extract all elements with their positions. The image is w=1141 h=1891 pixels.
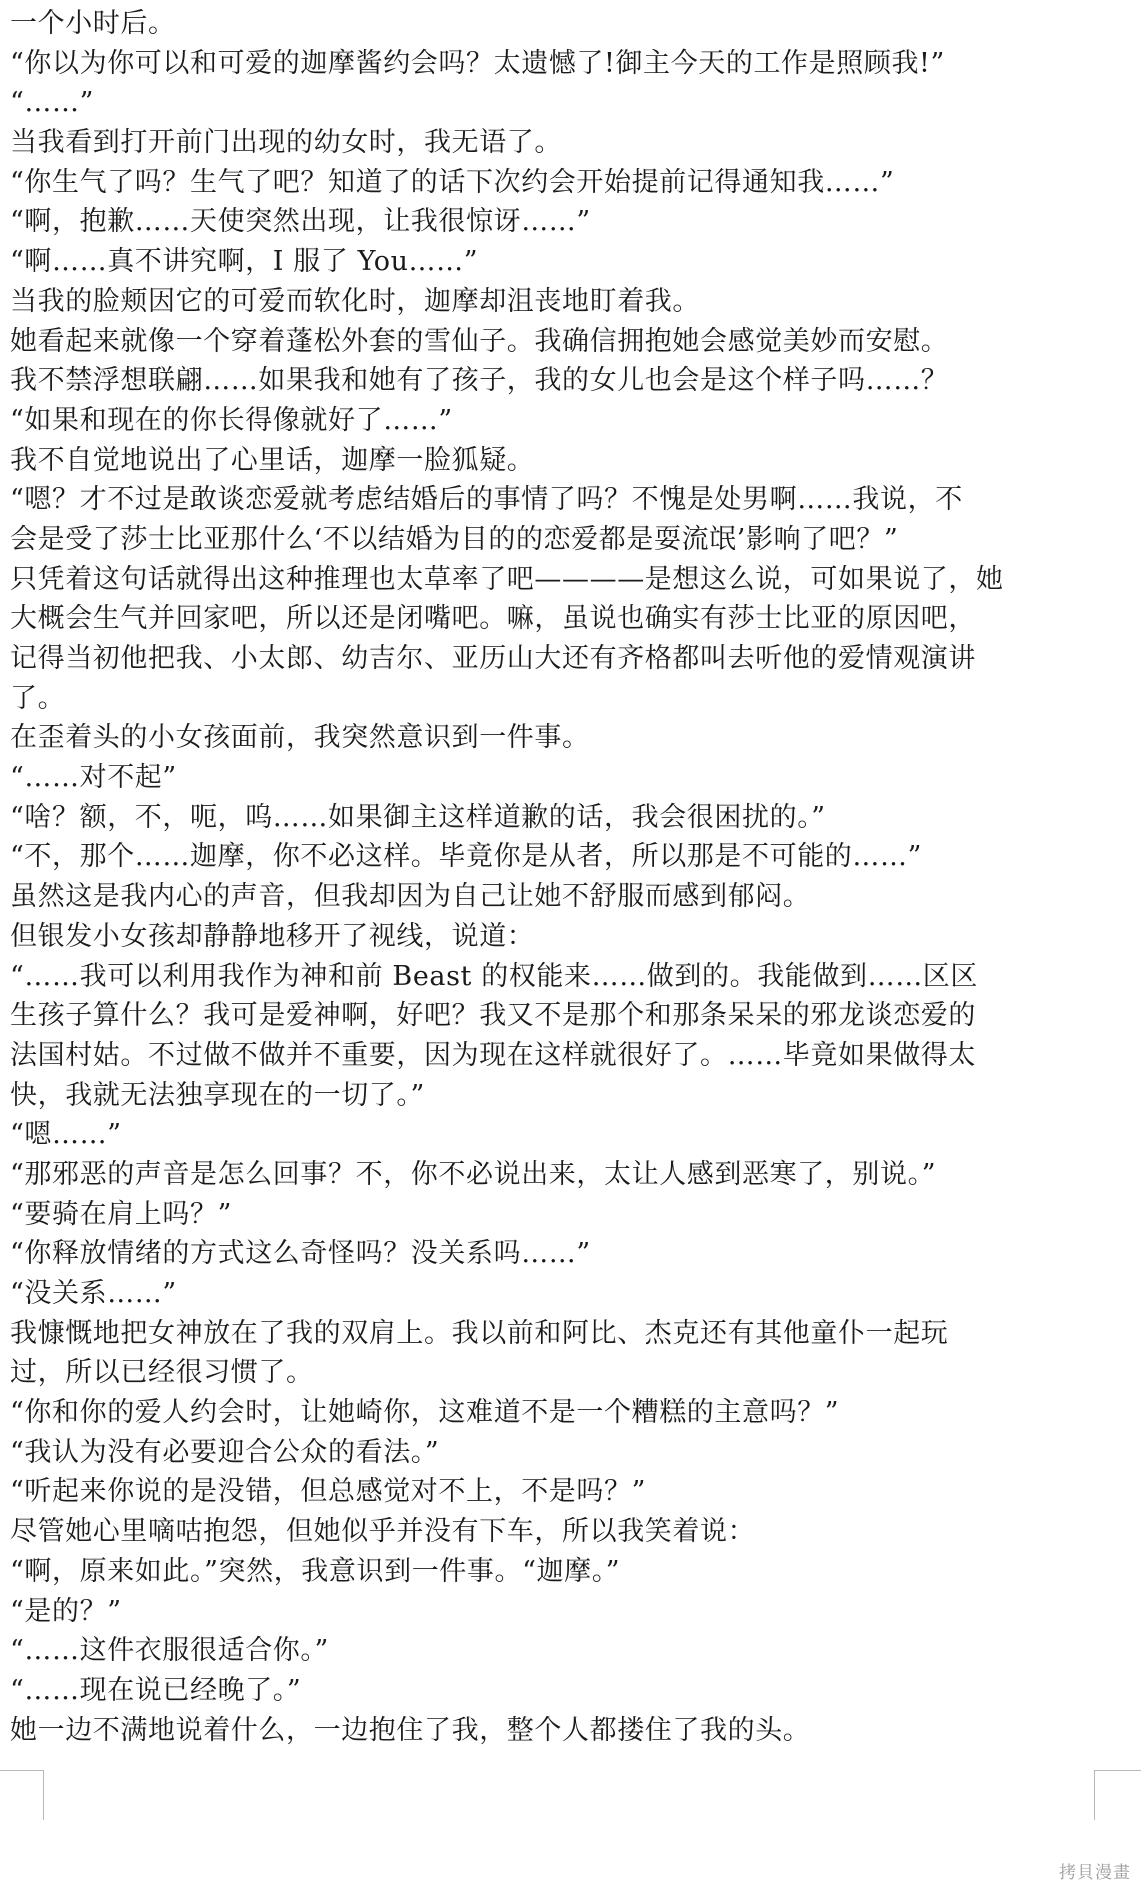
text-line: “听起来你说的是没错，但总感觉对不上，不是吗？” bbox=[10, 1476, 647, 1508]
text-line: “……” bbox=[10, 87, 95, 119]
text-line: “我认为没有必要迎合公众的看法。” bbox=[10, 1436, 440, 1468]
text-line: 我不禁浮想联翩……如果我和她有了孩子，我的女儿也会是这个样子吗……？ bbox=[10, 365, 949, 397]
text-line: “啥？额，不，呃，呜……如果御主这样道歉的话，我会很困扰的。” bbox=[10, 801, 826, 833]
text-line: 一个小时后。 bbox=[10, 8, 176, 39]
page-corner-mark-left-horizontal bbox=[0, 1770, 43, 1771]
text-line: 但银发小女孩却静静地移开了视线，说道： bbox=[10, 920, 535, 952]
text-line: 她看起来就像一个穿着蓬松外套的雪仙子。我确信拥抱她会感觉美妙而安慰。 bbox=[10, 325, 949, 357]
page-corner-mark-right bbox=[1094, 1770, 1095, 1820]
text-line: “你以为你可以和可爱的迦摩酱约会吗？太遗憾了!御主今天的工作是照顾我!” bbox=[10, 47, 945, 79]
text-line: “要骑在肩上吗？” bbox=[10, 1198, 233, 1230]
text-line: “……对不起” bbox=[10, 762, 177, 794]
page-corner-mark-right-horizontal bbox=[1094, 1770, 1141, 1771]
text-line: “嗯……” bbox=[10, 1119, 122, 1151]
text-line: 了。 bbox=[10, 682, 66, 714]
text-line: 虽然这是我内心的声音，但我却因为自己让她不舒服而感到郁闷。 bbox=[10, 881, 811, 913]
text-line: “啊，抱歉……天使突然出现，让我很惊讶……” bbox=[10, 206, 591, 238]
text-line: 快，我就无法独享现在的一切了。” bbox=[10, 1079, 425, 1111]
text-line: 当我的脸颊因它的可爱而软化时，迦摩却沮丧地盯着我。 bbox=[10, 285, 700, 317]
text-line: 生孩子算什么？我可是爱神啊，好吧？我又不是那个和那条呆呆的邪龙谈恋爱的 bbox=[10, 1000, 976, 1032]
text-line: 记得当初他把我、小太郎、幼吉尔、亚历山大还有齐格都叫去听他的爱情观演讲 bbox=[10, 643, 976, 674]
text-line: “……我可以利用我作为神和前 Beast 的权能来……做到的。我能做到……区区 bbox=[10, 960, 978, 992]
document-body bbox=[10, 4, 1130, 1750]
text-line: 只凭着这句话就得出这种推理也太草率了吧————是想这么说，可如果说了，她 bbox=[10, 563, 1004, 595]
text-line: “不，那个……迦摩，你不必这样。毕竟你是从者，所以那是不可能的……” bbox=[10, 841, 923, 873]
text-line: 我慷慨地把女神放在了我的双肩上。我以前和阿比、杰克还有其他童仆一起玩 bbox=[10, 1317, 949, 1349]
text-line: “没关系……” bbox=[10, 1278, 177, 1309]
text-line: “是的？” bbox=[10, 1595, 122, 1627]
text-line: 会是受了莎士比亚那什么‘不以结婚为目的的恋爱都是耍流氓’影响了吧？” bbox=[10, 523, 899, 555]
site-watermark: 拷貝漫畫 bbox=[1059, 1863, 1131, 1883]
text-line: “你释放情绪的方式这么奇怪吗？没关系吗……” bbox=[10, 1238, 591, 1270]
text-line: 我不自觉地说出了心里话，迦摩一脸狐疑。 bbox=[10, 444, 535, 476]
text-line: 大概会生气并回家吧，所以还是闭嘴吧。嘛，虽说也确实有莎士比亚的原因吧， bbox=[10, 603, 976, 635]
text-line: “如果和现在的你长得像就好了……” bbox=[10, 404, 453, 436]
text-line: 尽管她心里嘀咕抱怨，但她似乎并没有下车，所以我笑着说： bbox=[10, 1516, 756, 1548]
text-line: “……这件衣服很适合你。” bbox=[10, 1635, 329, 1667]
text-line: “那邪恶的声音是怎么回事？不，你不必说出来，太让人感到恶寒了，别说。” bbox=[10, 1158, 937, 1190]
text-line: 她一边不满地说着什么，一边抱住了我，整个人都搂住了我的头。 bbox=[10, 1714, 811, 1746]
text-line: 当我看到打开前门出现的幼女时，我无语了。 bbox=[10, 127, 562, 159]
text-line: 法国村姑。不过做不做并不重要，因为现在这样就很好了。……毕竟如果做得太 bbox=[10, 1039, 976, 1071]
text-line: “你生气了吗？生气了吧？知道了的话下次约会开始提前记得通知我……” bbox=[10, 166, 895, 198]
text-line: “你和你的爱人约会时，让她崎你，这难道不是一个糟糕的主意吗？” bbox=[10, 1397, 840, 1429]
text-line: “啊……真不讲究啊，I 服了 You……” bbox=[10, 246, 479, 278]
text-line: “啊，原来如此。”突然，我意识到一件事。“迦摩。” bbox=[10, 1555, 621, 1587]
text-line: 在歪着头的小女孩面前，我突然意识到一件事。 bbox=[10, 722, 590, 754]
text-line: “嗯？才不过是敢谈恋爱就考虑结婚后的事情了吗？不愧是处男啊……我说，不 bbox=[10, 484, 963, 516]
page-corner-mark-left bbox=[43, 1770, 44, 1820]
text-line: “……现在说已经晚了。” bbox=[10, 1674, 302, 1706]
text-line: 过，所以已经很习惯了。 bbox=[10, 1357, 314, 1389]
